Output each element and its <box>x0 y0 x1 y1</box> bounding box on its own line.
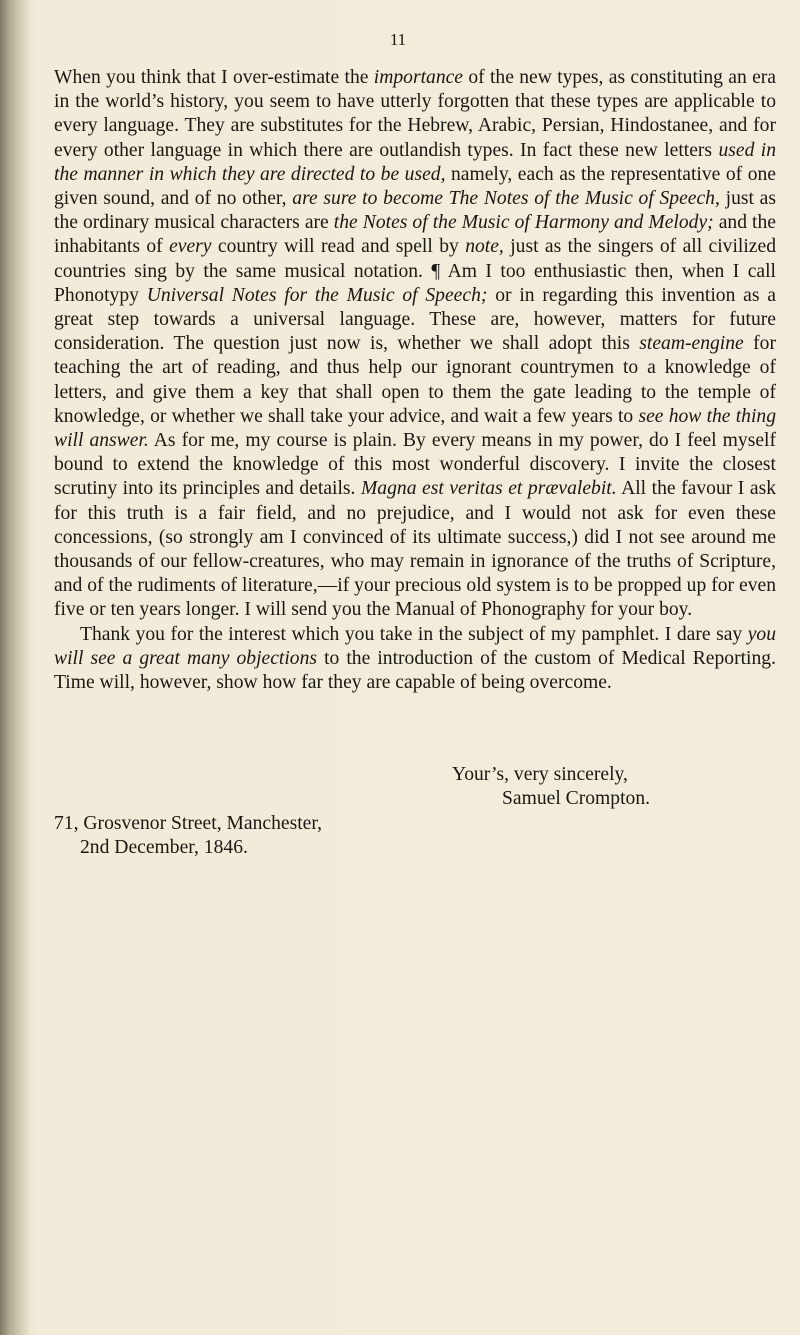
text-run: of the new types, as constituting an era in the world’s history, you seem to have utterly forgotten that these types are applicable to every language. They are substitutes for the Hebrew, Arabic, Persian, Hindostanee, and for every other language in which there are outlandish types. In fact these new letters <box>54 67 776 161</box>
italic-text-run: steam-engine <box>639 333 744 355</box>
text-run: for teaching the art of reading, and thus help our ignorant countrymen to a knowledge of letters, and give them a key that shall open to them the gate leading to the temple of knowledge, or whether we shall take your advice, and wait a few years to <box>54 333 776 427</box>
italic-text-run: Universal Notes for the Music of Speech; <box>146 284 488 306</box>
text-run: to the introduction of the custom of Medical Reporting. Time will, however, show how far they are capable of being overcome. <box>54 647 776 694</box>
italic-text-run: importance <box>373 67 464 88</box>
signature: Samuel Crompton. <box>502 788 651 810</box>
italic-text-run: see how the thing will answer. <box>54 405 777 452</box>
text-run: All the favour I ask for this truth is a fair field, and no prejudice, and I would not ask for even these concessions, (so strongly am I convinced of its ultimate success,) did I not see around me thousands of our fellow-creatures, who may remain in ignorance of the truths of Scripture, and of the rudiments of literature,—if your precious old system is to be propped up for even five or ten years longer. I will send you the Manual of Phonography for your boy. <box>54 478 776 621</box>
letter-closing <box>452 763 772 811</box>
italic-text-run: used in the manner in which they are directed to be used, <box>54 139 776 185</box>
italic-text-run: you will see a great many objections <box>54 623 776 669</box>
paragraph-1 <box>54 66 776 623</box>
italic-text-run: every <box>169 236 212 258</box>
sender-address <box>54 812 454 860</box>
italic-text-run: Magna est veritas et prævalebit. <box>360 478 617 500</box>
text-run: country will read and spell by <box>211 236 466 258</box>
text-run: just as the singers of all civilized countries sing by the same musical notation. ¶ Am I too enthusiastic then, when I call Phonotypy <box>54 236 776 306</box>
text-run: namely, each as the representative of one given sound, and of no other, <box>54 163 776 210</box>
salutation: Your’s, very sincerely, <box>452 764 628 785</box>
paragraph-2 <box>54 623 776 696</box>
text-run: When you think that I over-estimate the <box>54 67 374 88</box>
italic-text-run: the Notes of the Music of Harmony and Melody; <box>333 212 714 234</box>
text-run: or in regarding this invention as a great step towards a universal language. These are, however, matters for future consideration. The question just now is, whether we shall adopt this <box>54 284 776 355</box>
text-run: and the inhabitants of <box>54 212 776 258</box>
italic-text-run: note, <box>465 236 504 258</box>
page-binding-shadow <box>0 0 30 1335</box>
text-run: just as the ordinary musical characters are <box>54 188 777 234</box>
italic-text-run: are sure to become The Notes of the Music of Speech, <box>292 188 720 210</box>
text-run: Thank you for the interest which you take in the subject of my pamphlet. I dare say <box>80 623 748 645</box>
address-street: 71, Grosvenor Street, Manchester, <box>54 813 323 834</box>
page-number: 11 <box>389 30 407 49</box>
letter-body <box>54 66 776 695</box>
text-run: As for me, my course is plain. By every means in my power, do I feel myself bound to extend the knowledge of this most wonderful discovery. I invite the closest scrutiny into its principles and details. <box>54 430 776 500</box>
letter-date: 2nd December, 1846. <box>80 837 248 859</box>
